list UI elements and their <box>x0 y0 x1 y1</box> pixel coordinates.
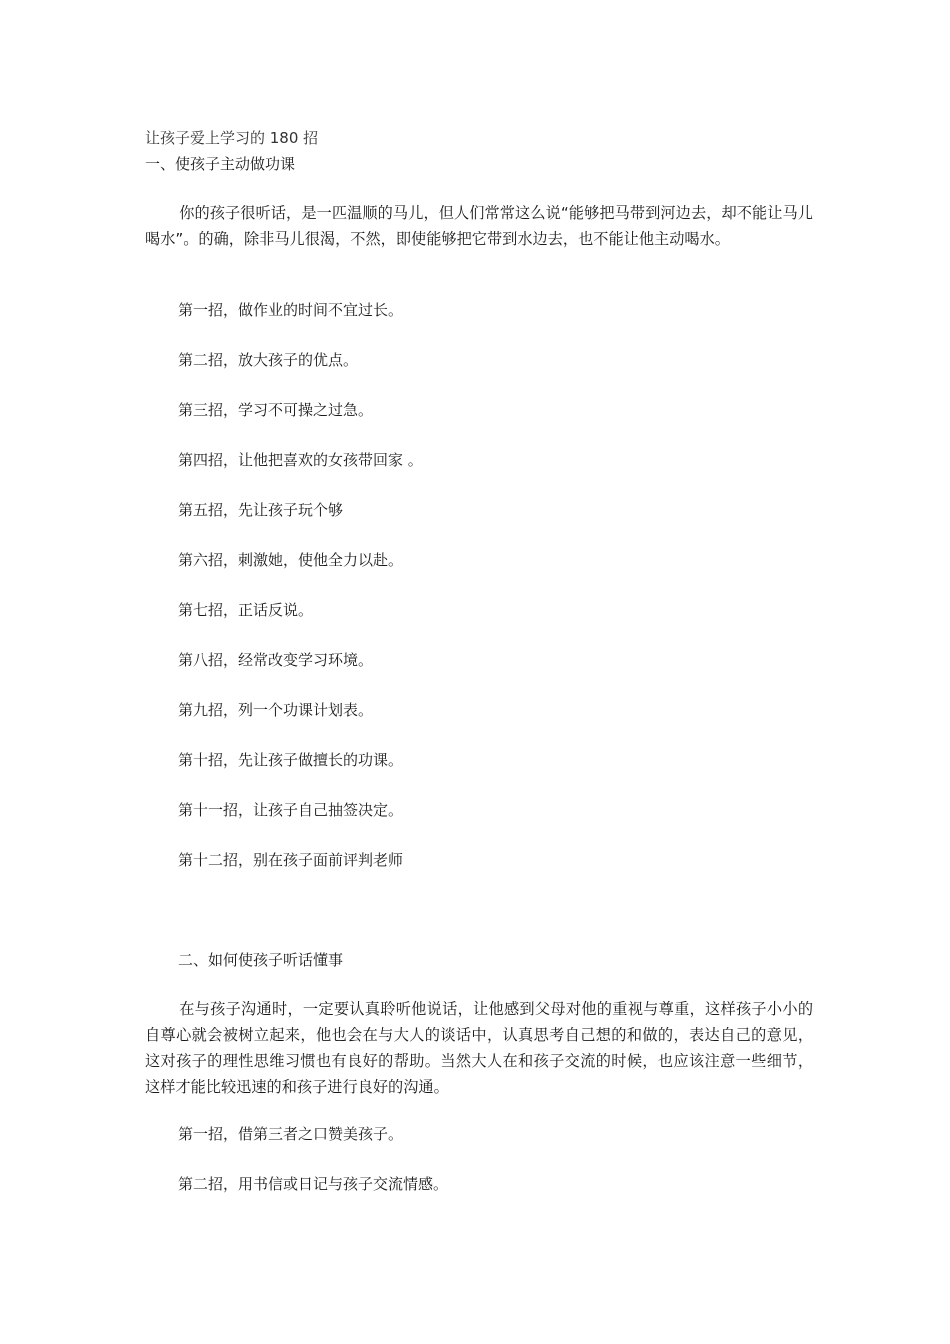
tip-item: 第十一招，让孩子自己抽签决定。 <box>178 801 404 819</box>
tip-item: 第八招，经常改变学习环境。 <box>178 651 374 669</box>
tip-item: 第二招，用书信或日记与孩子交流情感。 <box>178 1175 449 1193</box>
tip-item: 第二招，放大孩子的优点。 <box>178 351 359 369</box>
tip-item: 第一招，做作业的时间不宜过长。 <box>178 301 404 319</box>
tip-item: 第四招，让他把喜欢的女孩带回家 。 <box>178 451 423 469</box>
section-intro-1: 你的孩子很听话，是一匹温顺的马儿，但人们常常这么说“能够把马带到河边去，却不能让马儿喝水”。的确，除非马儿很渴，不然，即使能够把它带到水边去，也不能让他主动喝水。 <box>145 204 813 248</box>
section-heading-2: 二、如何使孩子听话懂事 <box>178 951 344 969</box>
document-title: 让孩子爱上学习的 180 招 <box>145 129 319 147</box>
tip-item: 第一招，借第三者之口赞美孩子。 <box>178 1125 404 1143</box>
tip-item: 第六招，刺激她，使他全力以赴。 <box>178 551 404 569</box>
tip-item: 第七招，正话反说。 <box>178 601 314 619</box>
section-intro-2: 在与孩子沟通时，一定要认真聆听他说话，让他感到父母对他的重视与尊重，这样孩子小小的自尊心就会被树立起来，他也会在与大人的谈话中，认真思考自己想的和做的，表达自己的意见，这对孩子的理性思维习惯也有良好的帮助。当然大人在和孩子交流的时候，也应该注意一些细节，这样才能比较迅速的和孩子进行良好的沟通。 <box>145 1000 813 1096</box>
tip-item: 第三招，学习不可操之过急。 <box>178 401 374 419</box>
tip-item: 第九招，列一个功课计划表。 <box>178 701 374 719</box>
tip-item: 第十招，先让孩子做擅长的功课。 <box>178 751 404 769</box>
section-heading-1: 一、使孩子主动做功课 <box>145 155 296 173</box>
tip-item: 第十二招，别在孩子面前评判老师 <box>178 851 404 869</box>
tip-item: 第五招，先让孩子玩个够 <box>178 501 344 519</box>
